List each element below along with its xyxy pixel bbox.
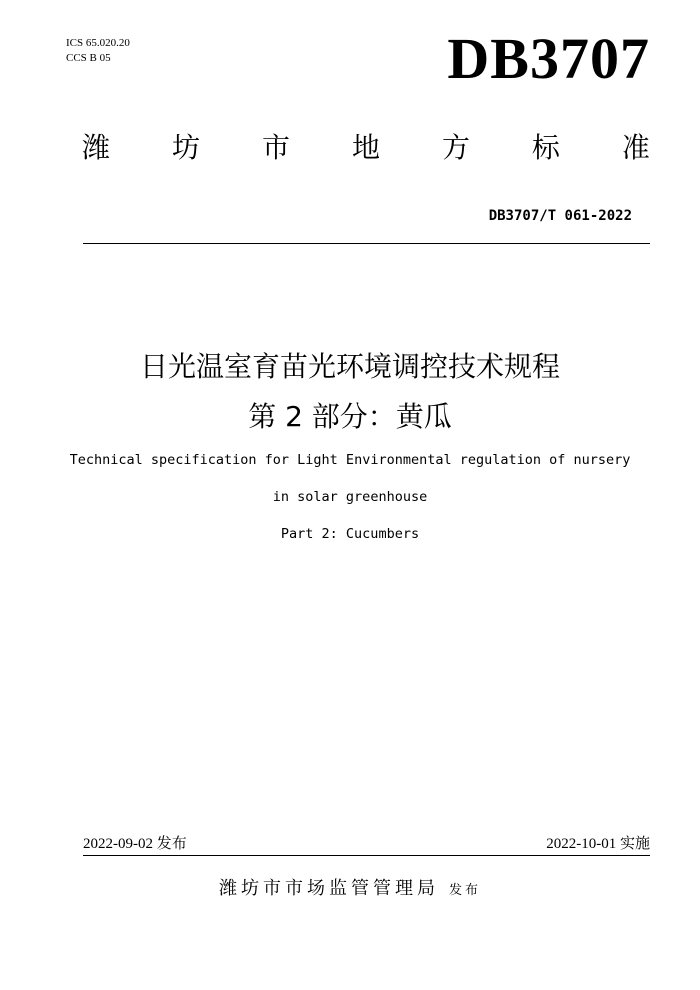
- standard-mark: DB3707: [447, 26, 650, 91]
- document-title: [0, 344, 700, 553]
- standard-type-char: 市: [261, 131, 290, 164]
- title-cn-main: 日光温室育苗光环境调控技术规程: [139, 350, 560, 383]
- issuer: [0, 874, 700, 900]
- issuer-action: 发布: [448, 883, 481, 898]
- title-cn-part: 第 2 部分：黄瓜: [248, 400, 452, 433]
- standard-number: DB3707/T 061-2022: [488, 208, 632, 224]
- standard-type-char: 地: [351, 131, 380, 164]
- standard-type-char: 标: [531, 131, 560, 164]
- ccs-code: CCS B 05: [66, 52, 111, 64]
- implement-date: 2022-10-01 实施: [546, 836, 650, 852]
- standard-type: [82, 128, 650, 168]
- standard-type-char: 坊: [171, 131, 200, 164]
- publish-date: 2022-09-02 发布: [83, 836, 187, 852]
- classification-codes: [66, 36, 130, 66]
- issuer-name: 潍坊市市场监管管理局: [218, 878, 439, 899]
- title-en-line1: Technical specification for Light Environmental regulation of nursery: [69, 452, 631, 468]
- title-en-line2: in solar greenhouse: [272, 489, 428, 505]
- header-divider: [83, 243, 650, 244]
- dates-row: [83, 834, 650, 854]
- standard-type-char: 准: [621, 131, 650, 164]
- standard-type-char: 潍: [82, 131, 111, 164]
- standard-type-char: 方: [441, 131, 470, 164]
- footer-divider: [83, 855, 650, 856]
- title-en-part: Part 2: Cucumbers: [280, 526, 420, 542]
- ics-code: ICS 65.020.20: [66, 37, 130, 49]
